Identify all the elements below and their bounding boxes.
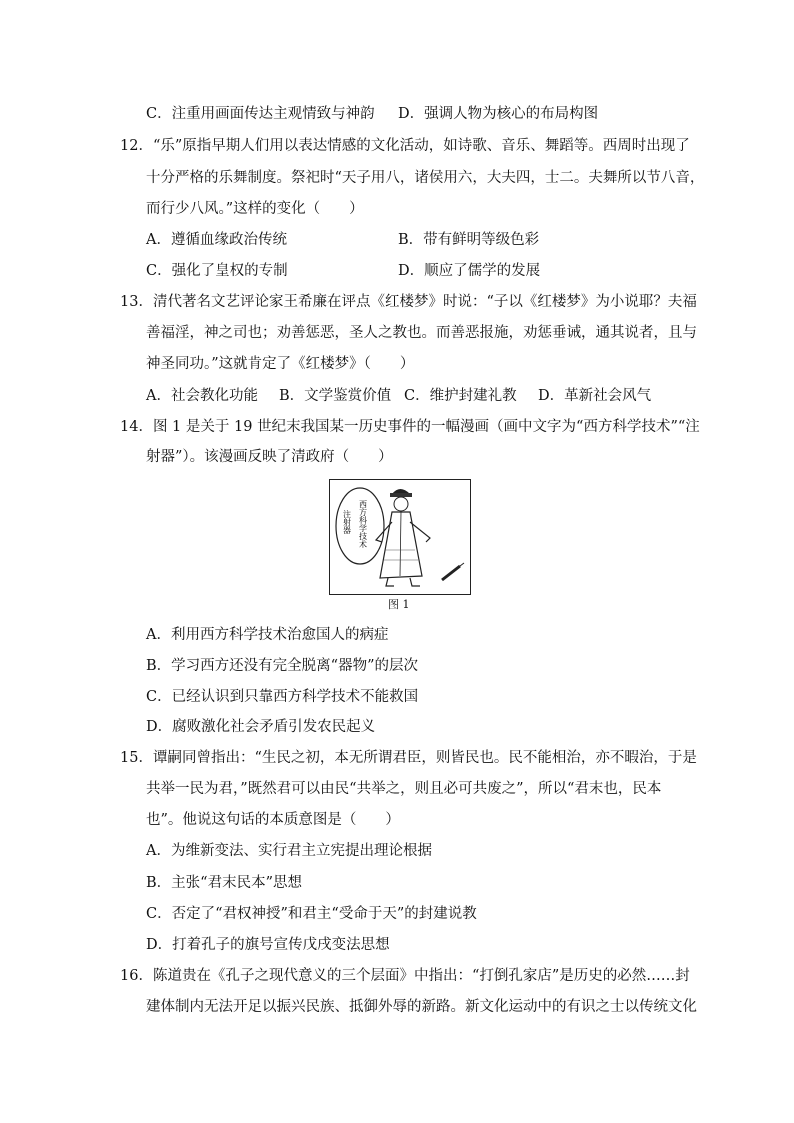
q11-option-d: D．强调人物为核心的布局构图 xyxy=(398,106,599,122)
cartoon-illustration xyxy=(330,480,469,593)
q13-stem-line3: 神圣同功。”这就肯定了《红楼梦》（ ） xyxy=(146,356,415,372)
syringe-drawing xyxy=(442,566,460,580)
q15-option-a: A．为维新变法、实行君主立宪提出理论根据 xyxy=(146,843,432,859)
cartoon-figure xyxy=(329,479,471,595)
q12-option-d: D．顺应了儒学的发展 xyxy=(398,263,541,279)
q13-option-d: D．革新社会风气 xyxy=(538,388,652,404)
q13-stem-line2: 善福淫，神之司也；劝善惩恶，圣人之教也。而善恶报施，劝惩垂诫，通其说者，且与 xyxy=(146,325,697,341)
q13-option-c: C．维护封建礼教 xyxy=(404,388,517,404)
q12-option-c: C．强化了皇权的专制 xyxy=(146,263,288,279)
q14-option-d: D．腐败激化社会矛盾引发农民起义 xyxy=(146,719,376,735)
bubble-text: 西方科学技术 xyxy=(358,500,368,548)
q13-stem-line1: 13．清代著名文艺评论家王希廉在评点《红楼梦》时说：“子以《红楼梦》为小说耶？夫福 xyxy=(120,294,697,310)
q15-option-b: B．主张“君末民本”思想 xyxy=(146,875,302,891)
q14-option-a: A．利用西方科学技术治愈国人的病症 xyxy=(146,627,389,643)
q16-stem-line1: 16．陈道贵在《孔子之现代意义的三个层面》中指出：“打倒孔家店”是历史的必然……封 xyxy=(120,968,690,984)
q12-option-a: A．遵循血缘政治传统 xyxy=(146,232,287,248)
q12-stem-line3: 而行少八风。”这样的变化（ ） xyxy=(146,201,364,217)
q12-stem-line1: 12．“乐”原指早期人们用以表达情感的文化活动，如诗歌、音乐、舞蹈等。西周时出现了 xyxy=(120,138,690,154)
q14-option-b: B．学习西方还没有完全脱离“器物”的层次 xyxy=(146,658,418,674)
q14-stem-line1: 14．图 1 是关于 19 世纪末我国某一历史事件的一幅漫画（画中文字为“西方科学技术”“注 xyxy=(120,419,700,435)
figure-caption: 图 1 xyxy=(388,598,410,611)
q15-option-d: D．打着孔子的旗号宣传戊戌变法思想 xyxy=(146,937,390,953)
syringe-label: 注射器 xyxy=(342,510,352,534)
q12-option-b: B．带有鲜明等级色彩 xyxy=(398,232,540,248)
q15-stem-line1: 15．谭嗣同曾指出：“生民之初，本无所谓君臣，则皆民也。民不能相治，亦不暇治，于是 xyxy=(120,750,697,766)
q15-option-c: C．否定了“君权神授”和君主“受命于天”的封建说教 xyxy=(146,906,477,922)
q16-stem-line2: 建体制内无法开足以振兴民族、抵御外辱的新路。新文化运动中的有识之士以传统文化 xyxy=(146,999,697,1015)
q15-stem-line3: 也”。他说这句话的本质意图是（ ） xyxy=(146,812,400,828)
q15-stem-line2: 共举一民为君，”既然君可以由民“共举之，则且必可共废之”，所以“君末也，民本 xyxy=(146,781,662,797)
q14-option-c: C．已经认识到只靠西方科学技术不能救国 xyxy=(146,689,419,705)
q13-option-a: A．社会教化功能 xyxy=(146,388,258,404)
q14-stem-line2: 射器”）。该漫画反映了清政府（ ） xyxy=(146,449,393,465)
q11-option-c: C．注重用画面传达主观情致与神韵 xyxy=(146,106,375,122)
q12-stem-line2: 十分严格的乐舞制度。祭祀时“天子用八，诸侯用六，大夫四，士二。夫舞所以节八音， xyxy=(146,170,705,186)
q13-option-b: B．文学鉴赏价值 xyxy=(279,388,392,404)
